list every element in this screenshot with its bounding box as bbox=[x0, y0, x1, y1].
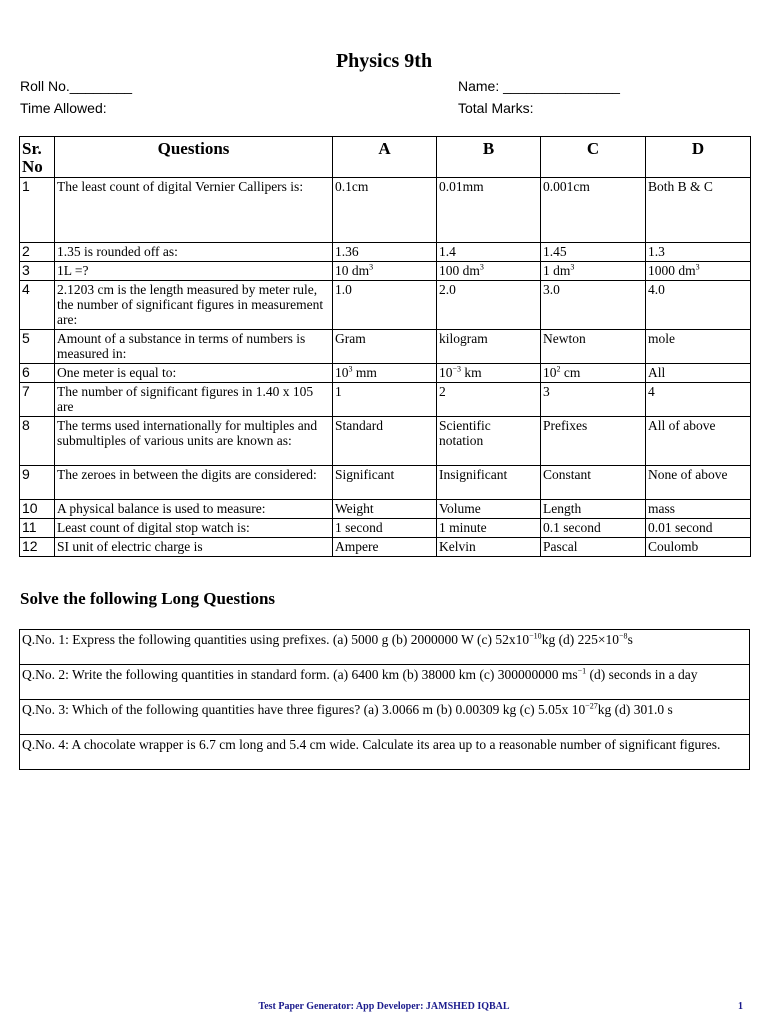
row-question: Amount of a substance in terms of numbers is measured in: bbox=[55, 330, 333, 364]
row-option-a: Significant bbox=[333, 466, 437, 500]
long-question-2: Q.No. 2: Write the following quantities in standard form. (a) 6400 km (b) 38000 km (c) 300000000 $ms^{-1}$ (d) seconds in a day bbox=[20, 665, 750, 700]
row-question: 1.35 is rounded off as: bbox=[55, 243, 333, 262]
row-sr: 7 bbox=[20, 383, 55, 417]
row-option-b: Kelvin bbox=[437, 538, 541, 557]
header-sr-no: Sr. No bbox=[20, 137, 55, 178]
table-row bbox=[20, 364, 751, 383]
row-question: The terms used internationally for multiples and submultiples of various units are known as: bbox=[55, 417, 333, 466]
row-option-b: Scientific notation bbox=[437, 417, 541, 466]
row-question: A physical balance is used to measure: bbox=[55, 500, 333, 519]
row-option-d: 4.0 bbox=[646, 281, 751, 330]
footer-credit: Test Paper Generator: App Developer: JAMSHED IQBAL bbox=[258, 1001, 510, 1012]
row-option-a: 10 $dm^3$ bbox=[333, 262, 437, 281]
row-option-b: $10^{-3}$ km bbox=[437, 364, 541, 383]
row-option-b: 2 bbox=[437, 383, 541, 417]
row-question: Least count of digital stop watch is: bbox=[55, 519, 333, 538]
row-option-b: 0.01mm bbox=[437, 178, 541, 243]
row-question: SI unit of electric charge is bbox=[55, 538, 333, 557]
row-sr: 4 bbox=[20, 281, 55, 330]
row-sr: 6 bbox=[20, 364, 55, 383]
row-option-d: 4 bbox=[646, 383, 751, 417]
long-questions-table bbox=[19, 629, 750, 770]
row-option-b: 1.4 bbox=[437, 243, 541, 262]
mcq-table bbox=[19, 136, 751, 557]
table-row bbox=[20, 262, 751, 281]
row-option-a: 0.1cm bbox=[333, 178, 437, 243]
row-question: 2.1203 cm is the length measured by meter rule, the number of significant figures in measurement are: bbox=[55, 281, 333, 330]
row-sr: 2 bbox=[20, 243, 55, 262]
row-option-b: Insignificant bbox=[437, 466, 541, 500]
row-sr: 10 bbox=[20, 500, 55, 519]
row-option-d: None of above bbox=[646, 466, 751, 500]
row-option-c: 0.1 second bbox=[541, 519, 646, 538]
row-question: The zeroes in between the digits are considered: bbox=[55, 466, 333, 500]
row-sr: 8 bbox=[20, 417, 55, 466]
page-title: Physics 9th bbox=[335, 50, 433, 72]
header-option-a: A bbox=[333, 137, 437, 178]
row-option-a: 1 second bbox=[333, 519, 437, 538]
row-option-b: 1 minute bbox=[437, 519, 541, 538]
row-option-d: 0.01 second bbox=[646, 519, 751, 538]
row-option-c: 0.001cm bbox=[541, 178, 646, 243]
table-row bbox=[20, 417, 751, 466]
table-row bbox=[20, 281, 751, 330]
table-row bbox=[20, 519, 751, 538]
row-option-b: Volume bbox=[437, 500, 541, 519]
total-marks-field: Total Marks: bbox=[458, 100, 534, 116]
row-option-a: Standard bbox=[333, 417, 437, 466]
row-option-c: Constant bbox=[541, 466, 646, 500]
row-question: 1L =? bbox=[55, 262, 333, 281]
table-row bbox=[20, 538, 751, 557]
header-option-d: D bbox=[646, 137, 751, 178]
row-option-c: 1.45 bbox=[541, 243, 646, 262]
table-row bbox=[20, 500, 751, 519]
row-question: One meter is equal to: bbox=[55, 364, 333, 383]
name-field: Name: _______________ bbox=[458, 78, 620, 94]
row-option-c: 3 bbox=[541, 383, 646, 417]
row-option-d: 1000 $dm^3$ bbox=[646, 262, 751, 281]
header-option-c: C bbox=[541, 137, 646, 178]
row-option-b: kilogram bbox=[437, 330, 541, 364]
row-sr: 5 bbox=[20, 330, 55, 364]
row-sr: 9 bbox=[20, 466, 55, 500]
row-option-b: 100 $dm^3$ bbox=[437, 262, 541, 281]
row-option-c: 3.0 bbox=[541, 281, 646, 330]
row-option-d: mass bbox=[646, 500, 751, 519]
row-option-a: Weight bbox=[333, 500, 437, 519]
table-row bbox=[20, 330, 751, 364]
row-option-c: $10^2$ cm bbox=[541, 364, 646, 383]
row-sr: 1 bbox=[20, 178, 55, 243]
row-option-b: 2.0 bbox=[437, 281, 541, 330]
row-option-a: $10^3$ mm bbox=[333, 364, 437, 383]
row-sr: 12 bbox=[20, 538, 55, 557]
table-row bbox=[20, 700, 750, 735]
row-option-a: Ampere bbox=[333, 538, 437, 557]
row-option-d: 1.3 bbox=[646, 243, 751, 262]
mcq-header-row bbox=[20, 137, 751, 178]
row-option-c: Prefixes bbox=[541, 417, 646, 466]
page-number: 1 bbox=[738, 1001, 743, 1012]
long-question-1: Q.No. 1: Express the following quantities using prefixes. (a) 5000 g (b) 2000000 W (c) $52x10^{-10}kg$ (d) $225\times 10^{-8}s$ bbox=[20, 630, 750, 665]
time-allowed-field: Time Allowed: bbox=[20, 100, 107, 116]
row-sr: 11 bbox=[20, 519, 55, 538]
roll-no-field: Roll No.________ bbox=[20, 78, 133, 94]
row-option-d: Coulomb bbox=[646, 538, 751, 557]
long-question-3: Q.No. 3: Which of the following quantities have three figures? (a) 3.0066 m (b) 0.00309 kg (c) 5.05x $10^{-27}kg$ (d) 301.0 s bbox=[20, 700, 750, 735]
header-questions: Questions bbox=[55, 137, 333, 178]
row-option-d: mole bbox=[646, 330, 751, 364]
row-option-a: 1.0 bbox=[333, 281, 437, 330]
table-row bbox=[20, 466, 751, 500]
row-option-c: Length bbox=[541, 500, 646, 519]
long-question-4: Q.No. 4: A chocolate wrapper is 6.7 cm long and 5.4 cm wide. Calculate its area up to a reasonable number of significant figures. bbox=[20, 735, 750, 770]
row-option-a: 1.36 bbox=[333, 243, 437, 262]
row-question: The least count of digital Vernier Callipers is: bbox=[55, 178, 333, 243]
long-questions-heading: Solve the following Long Questions bbox=[20, 589, 276, 608]
row-option-c: Pascal bbox=[541, 538, 646, 557]
table-row bbox=[20, 243, 751, 262]
row-option-c: Newton bbox=[541, 330, 646, 364]
row-option-a: 1 bbox=[333, 383, 437, 417]
row-sr: 3 bbox=[20, 262, 55, 281]
table-row bbox=[20, 630, 750, 665]
row-option-d: All of above bbox=[646, 417, 751, 466]
table-row bbox=[20, 735, 750, 770]
row-option-c: 1 $dm^3$ bbox=[541, 262, 646, 281]
row-option-d: All bbox=[646, 364, 751, 383]
table-row bbox=[20, 665, 750, 700]
row-option-d: Both B & C bbox=[646, 178, 751, 243]
table-row bbox=[20, 178, 751, 243]
row-question: The number of significant figures in 1.40 x 105 are bbox=[55, 383, 333, 417]
header-option-b: B bbox=[437, 137, 541, 178]
table-row bbox=[20, 383, 751, 417]
row-option-a: Gram bbox=[333, 330, 437, 364]
